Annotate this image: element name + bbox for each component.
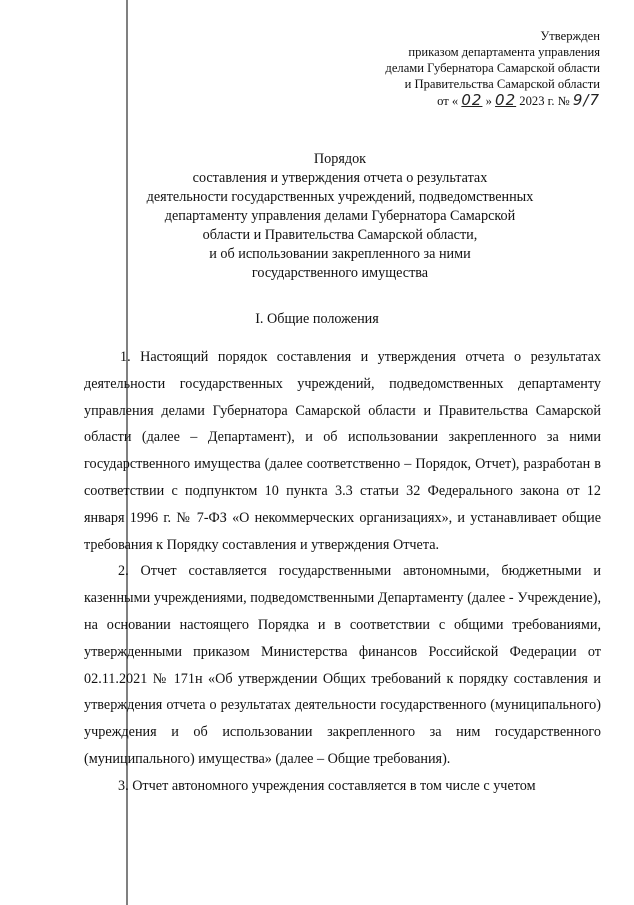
approval-line: и Правительства Самарской области bbox=[404, 77, 600, 91]
approval-date-line bbox=[385, 92, 600, 109]
date-mid: » bbox=[485, 94, 492, 108]
handwritten-day: 02 bbox=[461, 91, 483, 109]
title-line: департаменту управления делами Губернатора Самарской bbox=[164, 208, 516, 224]
section-heading: I. Общие положения bbox=[255, 311, 379, 327]
paragraph: 1. Настоящий порядок составления и утверждения отчета о результатах деятельности государственных учреждений, подведомственных департаменту управления делами Губернатора Самарской области и Правительства Самарской области (далее – Департамент), и об использовании закрепленного за ними государственного имущества (далее соответственно – Порядок, Отчет), разработан в соответствии с подпунктом 10 пункта 3.3 статьи 32 Федерального закона от 12 января 1996 г. № 7-ФЗ «О некоммерческих организациях», и устанавливает общие требования к Порядку составления и утверждения Отчета. bbox=[84, 349, 601, 553]
date-year: 2023 г. № bbox=[519, 94, 570, 108]
date-prefix: от « bbox=[437, 94, 459, 108]
approval-line: приказом департамента управления bbox=[408, 45, 600, 59]
title-line: Порядок bbox=[313, 151, 367, 167]
document-title bbox=[60, 150, 620, 283]
approval-line: Утвержден bbox=[540, 29, 600, 43]
document-body bbox=[84, 344, 601, 800]
title-line: деятельности государственных учреждений, подведомственных bbox=[146, 189, 534, 205]
handwritten-number: 9/7 bbox=[572, 91, 600, 109]
title-line: и об использовании закрепленного за ними bbox=[209, 246, 471, 262]
handwritten-month: 02 bbox=[495, 91, 517, 109]
title-line: составления и утверждения отчета о результатах bbox=[192, 170, 488, 186]
title-line: государственного имущества bbox=[251, 265, 429, 281]
paragraph: 2. Отчет составляется государственными автономными, бюджетными и казенными учреждениями, подведомственными Департаменту (далее - Учреждение), на основании настоящего Порядка и в соответствии с общими требованиями, утвержденными приказом Министерства финансов Российской Федерации от 02.11.2021 № 171н «Об утверждении Общих требований к порядку составления и утверждения отчета о результатах деятельности государственного (муниципального) учреждения и об использовании закрепленного за ним государственного (муниципального) имущества» (далее – Общие требования). bbox=[84, 563, 601, 767]
approval-stamp bbox=[385, 28, 600, 109]
approval-line: делами Губернатора Самарской области bbox=[385, 61, 600, 75]
paragraph: 3. Отчет автономного учреждения составляется в том числе с учетом bbox=[118, 777, 536, 794]
title-line: области и Правительства Самарской области, bbox=[202, 227, 478, 243]
